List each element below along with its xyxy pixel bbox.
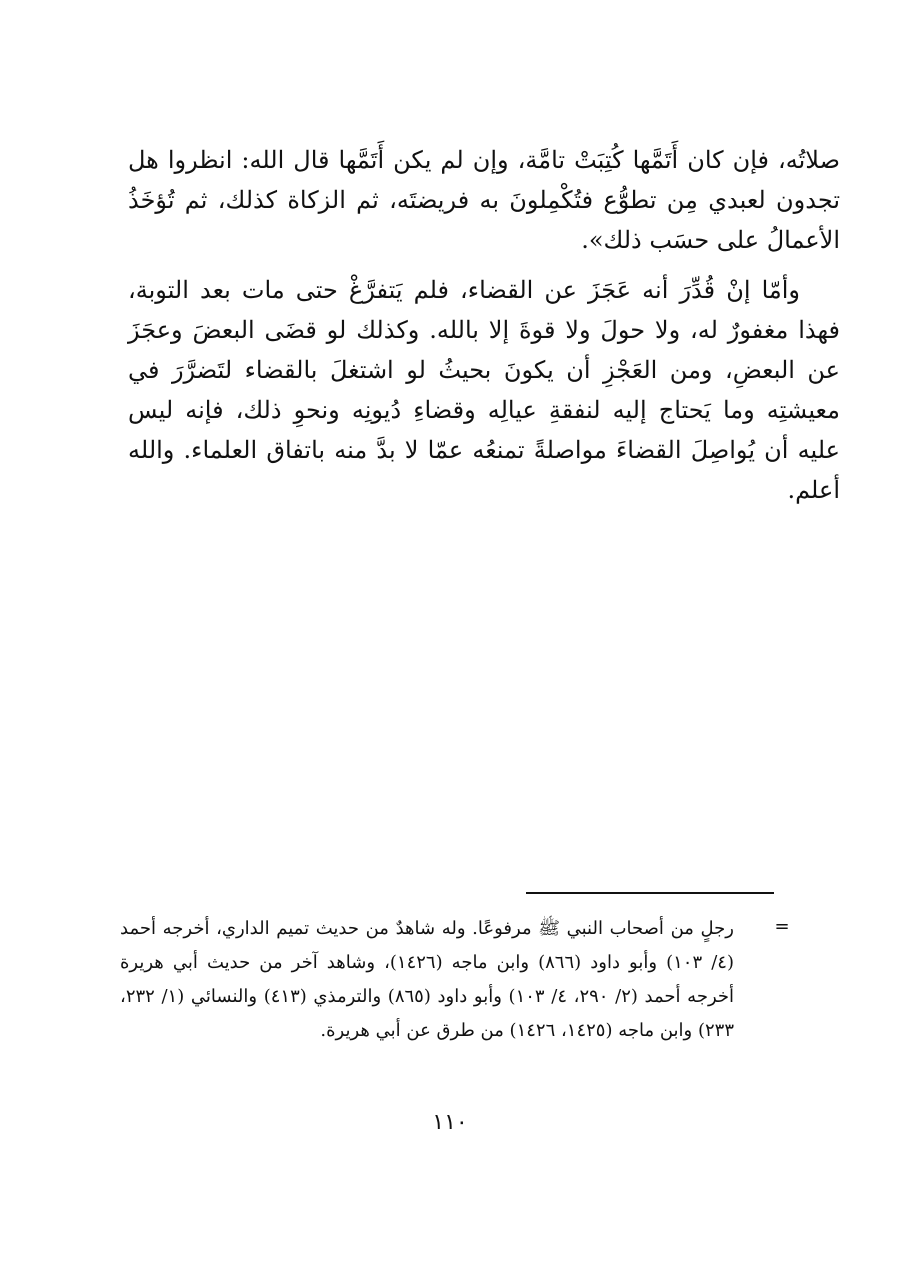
main-text-block <box>128 140 840 510</box>
page-number: ١١٠ <box>432 1110 468 1135</box>
footnote-continuation-marker: = <box>774 916 790 937</box>
paragraph-continuation: صلاتُه، فإن كان أَتَمَّها كُتِبَتْ تامَّة، وإن لم يكن أَتَمَّها قال الله: انظروا هل تجدون لعبدي مِن تطوُّع فتُكْمِلونَ به فريضتَه، ثم الزكاة كذلك، ثم تُؤخَذُ الأعمالُ على حسَب ذلك». <box>128 146 840 254</box>
footnote-separator <box>526 892 774 894</box>
footnote-text: رجلٍ من أصحاب النبي ﷺ مرفوعًا. وله شاهدٌ من حديث تميم الداري، أخرجه أحمد (٤/ ١٠٣) وأبو داود (٨٦٦) وابن ماجه (١٤٢٦)، وشاهد آخر من حديث أبي هريرة أخرجه أحمد (٢/ ٢٩٠، ٤/ ١٠٣) وأبو داود (٨٦٥) والترمذي (٤١٣) والنسائي (١/ ٢٣٢، ٢٣٣) وابن ماجه (١٤٢٥، ١٤٢٦) من طرق عن أبي هريرة. <box>120 918 735 1041</box>
paragraph-inability-to-make-up: وأمّا إنْ قُدِّرَ أنه عَجَزَ عن القضاء، فلم يَتفرَّغْ حتى مات بعد التوبة، فهذا مغفورٌ له، ولا حولَ ولا قوةَ إلا بالله. وكذلك لو قضَى البعضَ وعجَزَ عن البعضِ، ومن العَجْزِ أن يكونَ بحيثُ لو اشتغلَ بالقضاء لتَضرَّرَ في معيشتِه وما يَحتاج إليه لنفقةِ عيالِه وقضاءِ دُيونِه ونحوِ ذلك، فإنه ليس عليه أن يُواصِلَ القضاءَ مواصلةً تمنعُه عمّا لا بدَّ منه باتفاق العلماء. والله أعلم. <box>128 276 840 504</box>
